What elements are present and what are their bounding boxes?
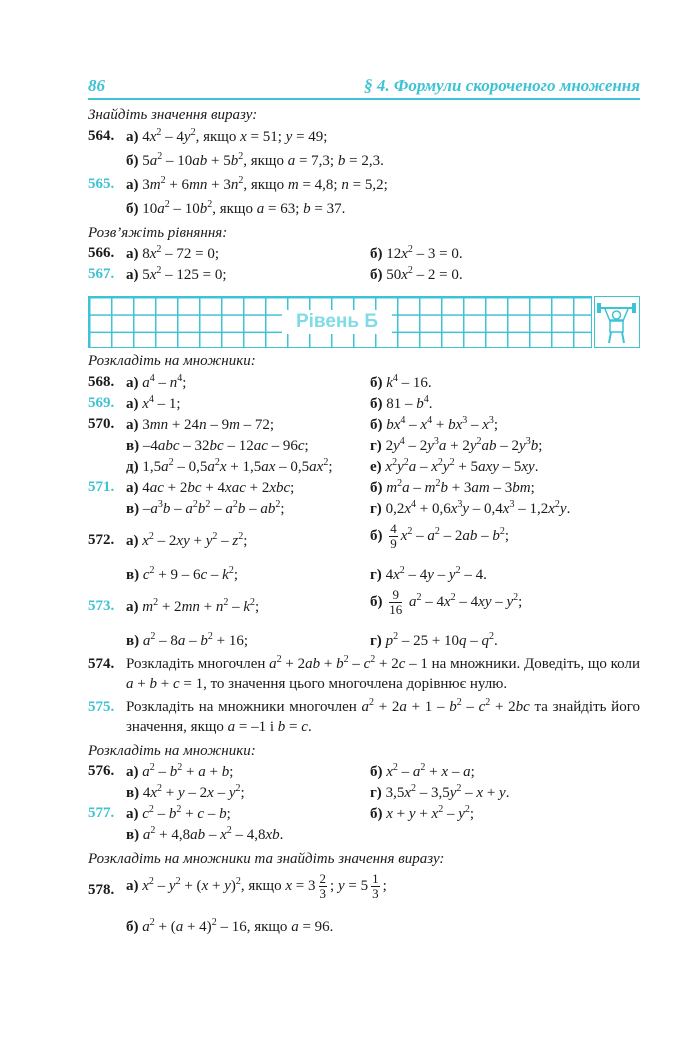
problem-574-text: Розкладіть многочлен $a^2 + 2ab + b^2 - c^2 + 2c - 1$ на множники. Доведіть, що коли a + b + c = 1, то значення цього многочлена дорівнює нулю. <box>126 654 640 692</box>
instruction-factor-evaluate: Розкладіть на множники та знайдіть значення виразу: <box>88 851 445 867</box>
problem-567-b: б) $50x^2 - 2 = 0$. <box>370 265 463 283</box>
problem-572-b: б) $\frac{4}{9}$ $x^2 - a^2 - 2ab - b^2$; <box>370 521 510 551</box>
problem-578-b: б) $a^2 + (a + 4)^2 - 16$, якщо a = 96. <box>126 917 334 935</box>
problem-577-v: в) $a^2 + 4,8ab - x^2 - 4,8xb$. <box>126 825 284 843</box>
problem-575-text: Розкладіть на множники многочлен $a^2 + 2a + 1 - b^2 - c^2 + 2bc$ та знайдіть його значення, якщо a = –1 і b = c. <box>126 697 640 735</box>
weightlifter-icon <box>594 296 640 348</box>
instruction-factor: Розкладіть на множники: <box>88 353 256 369</box>
problem-571-g: г) $0,2x^4 + 0,6x^3y - 0,4x^3 - 1,2x^2y$. <box>370 499 571 517</box>
problem-576-b: б) $x^2 - a^2 + x - a$; <box>370 762 475 780</box>
problem-570-e: е) $x^2y^2a - x^2y^2 + 5axy - 5xy$. <box>370 457 539 475</box>
instruction-solve: Розв’яжіть рівняння: <box>88 225 228 241</box>
problem-564-b: б) $5a^2 - 10ab + 5b^2$, якщо a = 7,3; b = 2,3. <box>126 151 384 169</box>
problem-572-g: г) $4x^2 - 4y - y^2 - 4$. <box>370 565 487 583</box>
instruction-factor-2: Розкладіть на множники: <box>88 743 256 759</box>
problem-570-g: г) $2y^4 - 2y^3a + 2y^2ab - 2y^3b$; <box>370 436 543 454</box>
problem-571-a: а) 4ac + 2bc + 4xac + 2xbc; <box>126 480 295 496</box>
problem-576-a: а) $a^2 - b^2 + a + b$; <box>126 762 234 780</box>
problem-570-b: б) $bx^4 - x^4 + bx^3 - x^3$; <box>370 415 499 433</box>
problem-number: 575. <box>88 699 115 715</box>
header-rule <box>88 98 640 100</box>
problem-number: 577. <box>88 805 115 821</box>
running-header <box>88 76 640 98</box>
problem-577-a: а) $c^2 - b^2 + c - b$; <box>126 804 231 822</box>
problem-number: 568. <box>88 374 115 390</box>
problem-577-b: б) $x + y + x^2 - y^2$; <box>370 804 475 822</box>
problem-564-a: а) $4x^2 - 4y^2$, якщо x = 51; y = 49; <box>126 127 328 145</box>
problem-number: 571. <box>88 479 115 495</box>
problem-number: 572. <box>88 532 115 548</box>
problem-number: 564. <box>88 128 115 144</box>
problem-573-b: б) $\frac{9}{16}$ $a^2 - 4x^2 - 4xy - y^2$; <box>370 587 523 617</box>
problem-566-b: б) $12x^2 - 3 = 0$. <box>370 244 463 262</box>
problem-number: 570. <box>88 416 115 432</box>
problem-570-v: в) –4abc – 32bc – 12ac – 96c; <box>126 438 309 454</box>
problem-573-g: г) $p^2 - 25 + 10q - q^2$. <box>370 631 498 649</box>
problem-568-a: а) $a^4 - n^4$; <box>126 373 187 391</box>
problem-572-v: в) $c^2 + 9 - 6c - k^2$; <box>126 565 239 583</box>
problem-number: 578. <box>88 882 115 898</box>
problem-number: 574. <box>88 656 115 672</box>
problem-566-a: а) $8x^2 - 72 = 0$; <box>126 244 220 262</box>
problem-570-a: а) 3mn + 24n – 9m – 72; <box>126 417 275 433</box>
header-title: § 4. Формули скороченого множення <box>364 76 640 95</box>
problem-571-b: б) $m^2a - m^2b + 3am - 3bm$; <box>370 478 535 496</box>
problem-578-a: а) $x^2 - y^2 + (x + y)^2$, якщо x = 3 $\frac{2}{3}$ ; y = 5 $\frac{1}{3}$ ; <box>126 871 387 901</box>
level-banner <box>88 296 640 348</box>
problem-565-a: а) $3m^2 + 6mn + 3n^2$, якщо m = 4,8; n = 5,2; <box>126 175 388 193</box>
problem-568-b: б) $k^4 - 16$. <box>370 373 432 391</box>
problem-number: 567. <box>88 266 115 282</box>
problem-571-v: в) $-a^3b - a^2b^2 - a^2b - ab^2$; <box>126 499 285 517</box>
problem-573-a: а) $m^2 + 2mn + n^2 - k^2$; <box>126 597 260 615</box>
banner-title: Рівень Б <box>282 310 392 334</box>
problem-569-a: а) $x^4 - 1$; <box>126 394 181 412</box>
problem-565-b: б) $10a^2 - 10b^2$, якщо a = 63; b = 37. <box>126 199 346 217</box>
problem-number: 573. <box>88 598 115 614</box>
problem-569-b: б) $81 - b^4$. <box>370 394 433 412</box>
problem-number: 576. <box>88 763 115 779</box>
problem-576-g: г) $3,5x^2 - 3,5y^2 - x + y$. <box>370 783 510 801</box>
problem-number: 566. <box>88 245 115 261</box>
problem-number: 565. <box>88 176 115 192</box>
instruction-evaluate: Знайдіть значення виразу: <box>88 107 258 123</box>
problem-573-v: в) $a^2 - 8a - b^2 + 16$; <box>126 631 248 649</box>
problem-570-d: д) $1,5a^2 - 0,5a^2x + 1,5ax - 0,5ax^2$; <box>126 457 333 475</box>
problem-567-a: а) $5x^2 - 125 = 0$; <box>126 265 227 283</box>
problem-576-v: в) $4x^2 + y - 2x - y^2$; <box>126 783 245 801</box>
problem-572-a: а) $x^2 - 2xy + y^2 - z^2$; <box>126 531 248 549</box>
problem-number: 569. <box>88 395 115 411</box>
page-number: 86 <box>88 76 105 95</box>
